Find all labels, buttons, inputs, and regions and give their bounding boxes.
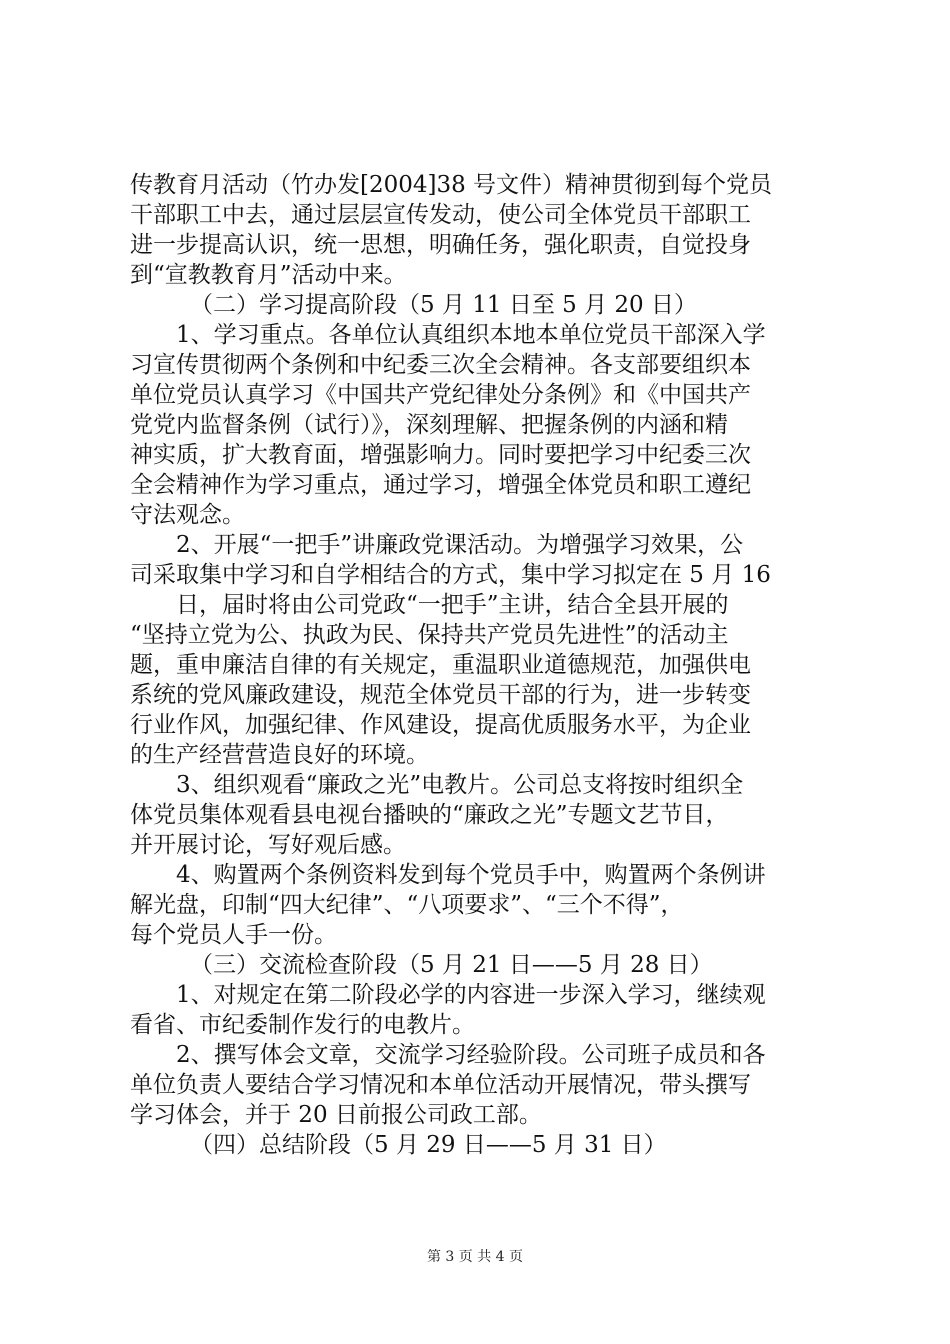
paragraph-line: 党党内监督条例（试行）》，深刻理解、把握条例的内涵和精 — [130, 412, 728, 438]
paragraph-line: 到“宣教教育月”活动中来。 — [130, 262, 407, 288]
paragraph-line: 解光盘，印制“四大纪律”、“八项要求”、“三个不得”， — [130, 892, 684, 918]
paragraph-line: 习宣传贯彻两个条例和中纪委三次全会精神。各支部要组织本 — [130, 352, 751, 378]
paragraph-first-line: 2、开展“一把手”讲廉政党课活动。为增强学习效果，公 — [176, 532, 744, 558]
paragraph-line: 司采取集中学习和自学相结合的方式，集中学习拟定在 5 月 16 — [130, 562, 771, 588]
paragraph-line: 传教育月活动（竹办发[2004]38 号文件）精神贯彻到每个党员 — [130, 172, 773, 198]
document-body — [130, 170, 830, 1160]
paragraph-line: 题，重申廉洁自律的有关规定，重温职业道德规范，加强供电 — [130, 652, 751, 678]
paragraph-line: 体党员集体观看县电视台播映的“廉政之光”专题文艺节目， — [130, 802, 729, 828]
paragraph-line: 并开展讨论，写好观后感。 — [130, 832, 406, 858]
section-heading: （四）总结阶段（5 月 29 日——5 月 31 日） — [190, 1132, 667, 1158]
paragraph-line: 单位负责人要结合学习情况和本单位活动开展情况，带头撰写 — [130, 1072, 751, 1098]
paragraph-line: 看省、市纪委制作发行的电教片。 — [130, 1012, 475, 1038]
paragraph-first-line: 4、购置两个条例资料发到每个党员手中，购置两个条例讲 — [176, 862, 766, 888]
section-heading: （二）学习提高阶段（5 月 11 日至 5 月 20 日） — [190, 292, 697, 318]
paragraph-first-line: 2、撰写体会文章，交流学习经验阶段。公司班子成员和各 — [176, 1042, 766, 1068]
paragraph-line: 系统的党风廉政建设，规范全体党员干部的行为，进一步转变 — [130, 682, 751, 708]
paragraph-line: 学习体会，并于 20 日前报公司政工部。 — [130, 1102, 542, 1128]
page-footer: 第 3 页 共 4 页 — [426, 1249, 524, 1265]
paragraph-first-line: 1、对规定在第二阶段必学的内容进一步深入学习，继续观 — [176, 982, 766, 1008]
paragraph-line: 干部职工中去，通过层层宣传发动，使公司全体党员干部职工 — [130, 202, 751, 228]
paragraph-line: 守法观念。 — [130, 502, 245, 528]
paragraph-first-line: 3、组织观看“廉政之光”电教片。公司总支将按时组织全 — [176, 772, 744, 798]
paragraph-line: 日，届时将由公司党政“一把手”主讲，结合全县开展的 — [176, 592, 729, 618]
paragraph-line: 单位党员认真学习《中国共产党纪律处分条例》和《中国共产 — [130, 382, 751, 408]
section-heading: （三）交流检查阶段（5 月 21 日——5 月 28 日） — [190, 952, 713, 978]
paragraph-line: 的生产经营营造良好的环境。 — [130, 742, 429, 768]
paragraph-first-line: 1、学习重点。各单位认真组织本地本单位党员干部深入学 — [176, 322, 766, 348]
paragraph-line: 全会精神作为学习重点，通过学习，增强全体党员和职工遵纪 — [130, 472, 751, 498]
paragraph-line: 神实质，扩大教育面，增强影响力。同时要把学习中纪委三次 — [130, 442, 751, 468]
paragraph-line: “坚持立党为公、执政为民、保持共产党员先进性”的活动主 — [130, 622, 729, 648]
paragraph-line: 每个党员人手一份。 — [130, 922, 337, 948]
paragraph-line: 行业作风，加强纪律、作风建设，提高优质服务水平，为企业 — [130, 712, 751, 738]
paragraph-line: 进一步提高认识，统一思想，明确任务，强化职责，自觉投身 — [130, 232, 751, 258]
